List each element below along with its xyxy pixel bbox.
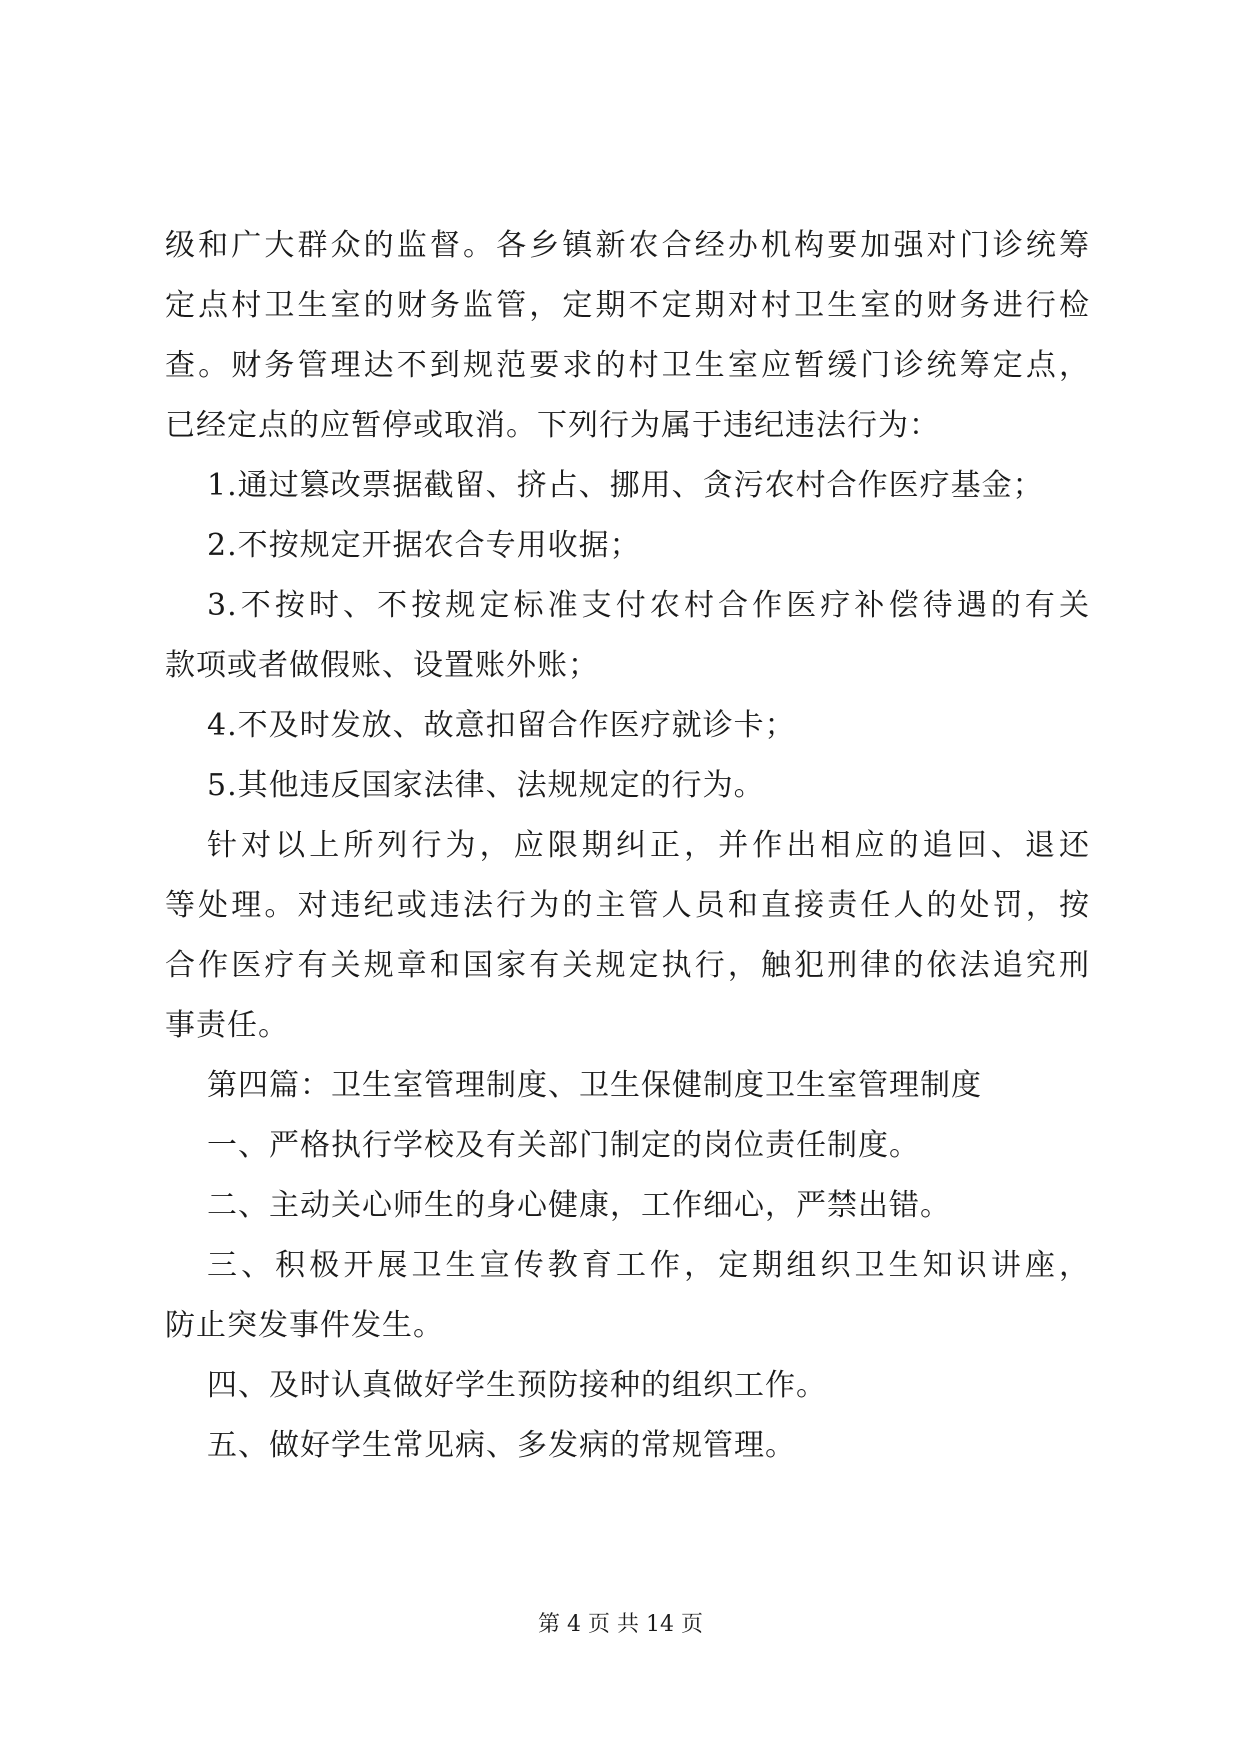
- list-item: 5.其他违反国家法律、法规规定的行为。: [207, 768, 765, 803]
- list-item: 1.通过篡改票据截留、挤占、挪用、贪污农村合作医疗基金；: [207, 468, 1044, 503]
- text-line: 级和广大群众的监督。各乡镇新农合经办机构要加强对门诊统筹: [165, 228, 1090, 263]
- text-line: 等处理。对违纪或违法行为的主管人员和直接责任人的处罚，按: [165, 888, 1090, 923]
- list-item: 4.不及时发放、故意扣留合作医疗就诊卡；: [207, 708, 796, 743]
- text-line: 查。财务管理达不到规范要求的村卫生室应暂缓门诊统筹定点，: [165, 348, 1090, 383]
- text-line: 防止突发事件发生。: [165, 1308, 444, 1343]
- text-line: 合作医疗有关规章和国家有关规定执行，触犯刑律的依法追究刑: [165, 948, 1090, 983]
- list-item: 二、主动关心师生的身心健康，工作细心，严禁出错。: [207, 1188, 951, 1223]
- list-item: 2.不按规定开据农合专用收据；: [207, 528, 641, 563]
- list-item: 一、严格执行学校及有关部门制定的岗位责任制度。: [207, 1128, 920, 1163]
- list-item: 3.不按时、不按规定标准支付农村合作医疗补偿待遇的有关: [207, 588, 1090, 623]
- paragraph-line: 针对以上所列行为，应限期纠正，并作出相应的追回、退还: [207, 828, 1090, 863]
- list-item: 五、做好学生常见病、多发病的常规管理。: [207, 1428, 796, 1463]
- list-item: 三、积极开展卫生宣传教育工作，定期组织卫生知识讲座，: [207, 1248, 1090, 1283]
- list-item: 四、及时认真做好学生预防接种的组织工作。: [207, 1368, 827, 1403]
- text-line: 定点村卫生室的财务监管，定期不定期对村卫生室的财务进行检: [165, 288, 1090, 323]
- text-line: 已经定点的应暂停或取消。下列行为属于违纪违法行为：: [165, 408, 940, 443]
- section-heading: 第四篇：卫生室管理制度、卫生保健制度卫生室管理制度: [207, 1068, 982, 1103]
- text-line: 事责任。: [165, 1008, 289, 1043]
- text-line: 款项或者做假账、设置账外账；: [165, 648, 599, 683]
- page-footer: 第 4 页 共 14 页: [538, 1612, 703, 1637]
